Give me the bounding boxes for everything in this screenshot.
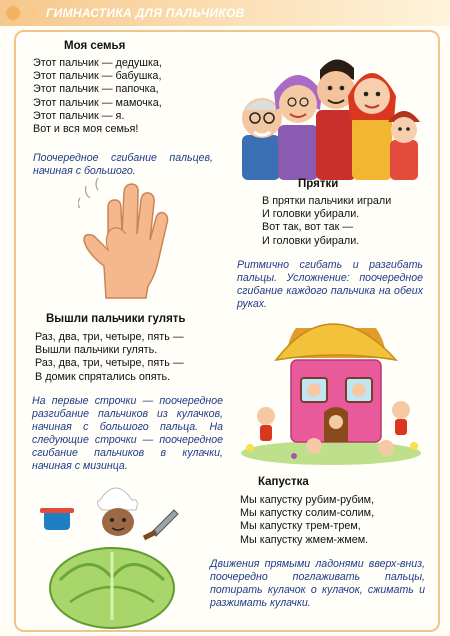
grandpa-figure bbox=[242, 98, 282, 180]
house-illustration bbox=[236, 298, 426, 468]
poem-line: Раз, два, три, четыре, пять — bbox=[35, 331, 184, 343]
section-title-cabbage: Капустка bbox=[258, 476, 309, 488]
poem-line: Мы капустку солим-солим, bbox=[240, 507, 375, 520]
poem-line: Вот так, вот так — bbox=[262, 221, 354, 234]
poem-line: Вышли пальчики гулять. bbox=[35, 344, 158, 357]
child-figure bbox=[388, 111, 420, 180]
poem-line: И головки убирали. bbox=[262, 234, 360, 247]
poem-line: Мы капустку трем-трем, bbox=[240, 520, 361, 533]
poem-line: И головки убирали. bbox=[262, 208, 360, 221]
mom-figure bbox=[348, 73, 396, 180]
decor-dot bbox=[6, 6, 20, 20]
instruction-walk: На первые строчки — поочередное разгибание пальчиков из кулачков, начиная с большого пальца. На следующие строчки — поочередное сгибание пальчиков в кулачки, начиная с мизинца. bbox=[32, 395, 223, 472]
poem-line: Мы капустку рубим-рубим, bbox=[240, 494, 375, 506]
poem-cabbage bbox=[240, 494, 374, 547]
poem-line: Вот и вся моя семья! bbox=[33, 123, 139, 136]
poem-line: Этот пальчик — мамочка, bbox=[33, 96, 162, 109]
poem-line: Этот пальчик — бабушка, bbox=[33, 70, 162, 83]
header-band bbox=[0, 0, 450, 26]
section-title-walk: Вышли пальчики гулять bbox=[46, 313, 186, 325]
poem-line: Этот пальчик — я. bbox=[33, 109, 125, 122]
instruction-family: Поочередное сгибание пальцев, начиная с большого. bbox=[33, 152, 213, 177]
page-title: ГИМНАСТИКА ДЛЯ ПАЛЬЧИКОВ bbox=[46, 6, 245, 20]
poem-line: В домик спрятались опять. bbox=[35, 370, 171, 383]
poem-line: Мы капустку жмем-жмем. bbox=[240, 533, 369, 546]
cabbage-chef-illustration bbox=[40, 480, 200, 630]
section-title-hide: Прятки bbox=[298, 178, 339, 190]
poem-line: Этот пальчик — дедушка, bbox=[33, 57, 162, 69]
family-puppets-illustration bbox=[240, 40, 420, 180]
instruction-hide: Ритмично сгибать и разгибать пальцы. Усложнение: поочередное сгибание каждого пальчика на обеих руках. bbox=[237, 259, 423, 310]
poem-line: Этот пальчик — папочка, bbox=[33, 83, 159, 96]
instruction-cabbage: Движения прямыми ладонями вверх-вниз, поочередно поглаживать пальцы, потирать кулачок о кулачок, сжимать и разжимать кулачки. bbox=[210, 558, 425, 609]
poem-hide bbox=[262, 195, 391, 248]
section-title-family: Моя семья bbox=[64, 40, 126, 52]
poem-line: В прятки пальчики играли bbox=[262, 195, 392, 207]
decor-dot bbox=[24, 6, 38, 20]
poem-walk bbox=[35, 331, 184, 384]
poem-line: Раз, два, три, четыре, пять — bbox=[35, 357, 184, 370]
hand-illustration bbox=[78, 178, 173, 303]
poem-family bbox=[33, 57, 162, 136]
grandma-figure bbox=[274, 75, 322, 180]
